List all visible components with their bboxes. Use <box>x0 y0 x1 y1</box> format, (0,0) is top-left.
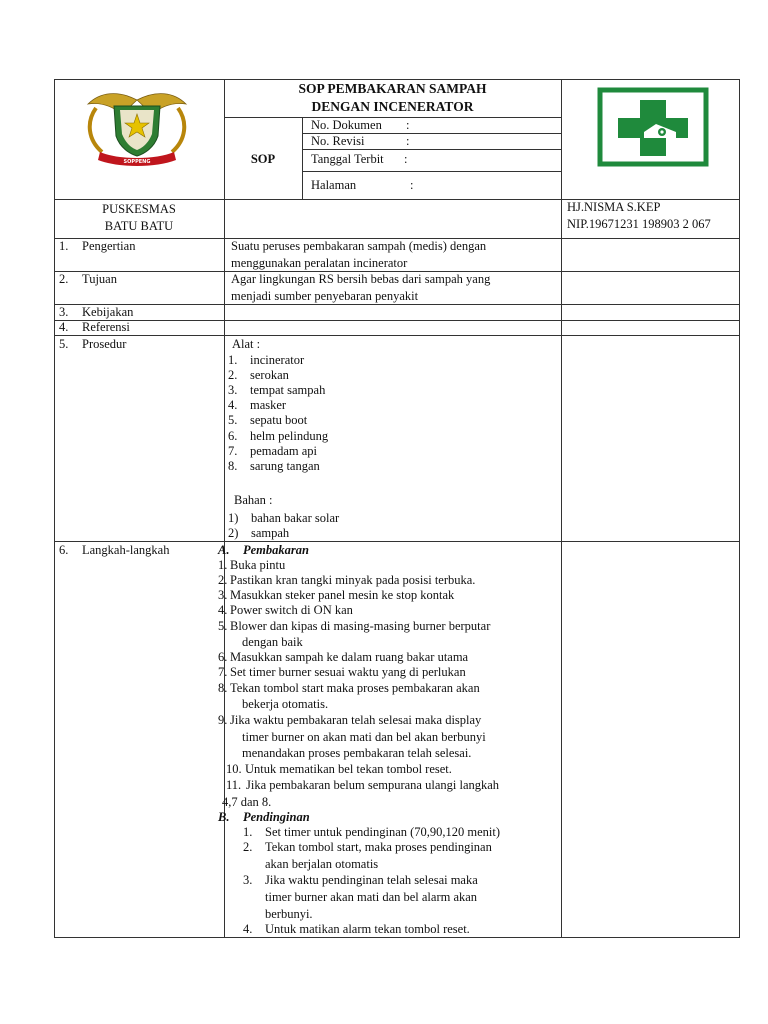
alat-title: Alat : <box>232 337 261 351</box>
row-label-kebijakan: Kebijakan <box>82 305 134 319</box>
list-item-number: 2. <box>228 368 238 382</box>
step-text: menandakan proses pembakaran telah selesai. <box>242 746 472 760</box>
field-tanggal-terbit-label: Tanggal Terbit <box>311 152 384 166</box>
list-item-number: 8. <box>228 459 238 473</box>
step-text: timer burner akan mati dan bel alarm akan <box>265 890 478 904</box>
field-no-revisi-value: : <box>406 134 410 148</box>
step-number: 4. <box>218 603 228 617</box>
signer-nip: NIP.19671231 198903 2 067 <box>567 217 711 231</box>
field-tanggal-terbit-value: : <box>404 152 408 166</box>
list-item: sarung tangan <box>250 459 320 473</box>
step-text: Set timer burner sesuai waktu yang di perlukan <box>230 665 466 679</box>
list-item: sepatu boot <box>250 413 308 427</box>
step-text: Pastikan kran tangki minyak pada posisi terbuka. <box>230 573 476 587</box>
step-text: Jika waktu pembakaran telah selesai maka display <box>230 713 482 727</box>
signer-name: HJ.NISMA S.KEP <box>567 200 661 214</box>
step-text: Masukkan sampah ke dalam ruang bakar utama <box>230 650 469 664</box>
section-a-title: Pembakaran <box>243 543 309 557</box>
org-name-line1: PUSKESMAS <box>102 202 176 216</box>
step-text: Untuk matikan alarm tekan tombol reset. <box>265 922 470 936</box>
step-text: bekerja otomatis. <box>242 697 329 711</box>
step-number: 6. <box>218 650 228 664</box>
pengertian-text: Suatu peruses pembakaran sampah (medis) dengan <box>231 239 487 253</box>
list-item-number: 6. <box>228 429 238 443</box>
step-number: 3. <box>243 873 253 887</box>
list-item: masker <box>250 398 287 412</box>
list-item: incinerator <box>250 353 305 367</box>
step-text: Blower dan kipas di masing-masing burner berputar <box>230 619 491 633</box>
step-text: Masukkan steker panel mesin ke stop kontak <box>230 588 455 602</box>
step-text: 4,7 dan 8. <box>222 795 272 809</box>
row-number: 4. <box>59 320 69 334</box>
field-no-revisi-label: No. Revisi <box>311 134 365 148</box>
list-item: bahan bakar solar <box>251 511 340 525</box>
step-text: Set timer untuk pendinginan (70,90,120 menit) <box>265 825 501 839</box>
field-no-dokumen-label: No. Dokumen <box>311 118 382 132</box>
step-text: Jika pembakaran belum sempurana ulangi langkah <box>246 778 500 792</box>
row-number: 6. <box>59 543 69 557</box>
step-text: Untuk mematikan bel tekan tombol reset. <box>245 762 452 776</box>
page-title-line1: SOP PEMBAKARAN SAMPAH <box>298 81 487 96</box>
step-number: 3. <box>218 588 228 602</box>
row-number: 1. <box>59 239 69 253</box>
step-text: berbunyi. <box>265 907 313 921</box>
step-number: 11. <box>226 778 242 792</box>
list-item: pemadam api <box>250 444 317 458</box>
step-number: 2. <box>218 573 228 587</box>
step-text: Tekan tombol start maka proses pembakaran akan <box>230 681 480 695</box>
step-number: 1. <box>218 558 228 572</box>
list-item-number: 2) <box>228 526 239 540</box>
tujuan-text: Agar lingkungan RS bersih bebas dari sampah yang <box>231 272 491 286</box>
field-halaman-value: : <box>410 178 414 192</box>
row-label-langkah: Langkah-langkah <box>82 543 170 557</box>
row-number: 2. <box>59 272 69 286</box>
step-text: Power switch di ON kan <box>230 603 353 617</box>
step-text: timer burner on akan mati dan bel akan berbunyi <box>242 730 486 744</box>
page-title-line2: DENGAN INCENERATOR <box>311 99 474 114</box>
step-text: Tekan tombol start, maka proses pendinginan <box>265 840 492 854</box>
step-number: 9. <box>218 713 228 727</box>
step-text: akan berjalan otomatis <box>265 857 379 871</box>
bahan-title: Bahan : <box>234 493 273 507</box>
list-item-number: 1) <box>228 511 239 525</box>
row-label-referensi: Referensi <box>82 320 130 334</box>
step-number: 4. <box>243 922 253 936</box>
row-number: 3. <box>59 305 69 319</box>
list-item-number: 3. <box>228 383 238 397</box>
section-b-letter: B. <box>218 810 230 824</box>
field-halaman-label: Halaman <box>311 178 357 192</box>
step-number: 8. <box>218 681 228 695</box>
step-text: Jika waktu pendinginan telah selesai maka <box>265 873 478 887</box>
field-no-dokumen-value: : <box>406 118 410 132</box>
list-item: tempat sampah <box>250 383 326 397</box>
step-number: 7. <box>218 665 228 679</box>
step-text: dengan baik <box>242 635 303 649</box>
list-item-number: 7. <box>228 444 238 458</box>
step-number: 5. <box>218 619 228 633</box>
step-number: 2. <box>243 840 253 854</box>
org-name-line2: BATU BATU <box>104 219 174 233</box>
row-label-tujuan: Tujuan <box>82 272 117 286</box>
step-number: 10. <box>226 762 242 776</box>
list-item-number: 5. <box>228 413 238 427</box>
step-text: Buka pintu <box>230 558 286 572</box>
list-item-number: 4. <box>228 398 238 412</box>
sop-label: SOP <box>250 152 276 166</box>
row-label-pengertian: Pengertian <box>82 239 136 253</box>
svg-text:SOPPENG: SOPPENG <box>123 159 151 165</box>
puskesmas-logo <box>596 86 710 168</box>
section-a-letter: A. <box>218 543 230 557</box>
list-item: serokan <box>250 368 289 382</box>
list-item: helm pelindung <box>250 429 329 443</box>
list-item-number: 1. <box>228 353 238 367</box>
list-item: sampah <box>251 526 290 540</box>
row-label-prosedur: Prosedur <box>82 337 127 351</box>
regency-emblem-logo <box>78 86 196 170</box>
row-number: 5. <box>59 337 69 351</box>
section-b-title: Pendinginan <box>243 810 310 824</box>
pengertian-text: menggunakan peralatan incinerator <box>231 256 408 270</box>
step-number: 1. <box>243 825 253 839</box>
tujuan-text: menjadi sumber penyebaran penyakit <box>231 289 419 303</box>
